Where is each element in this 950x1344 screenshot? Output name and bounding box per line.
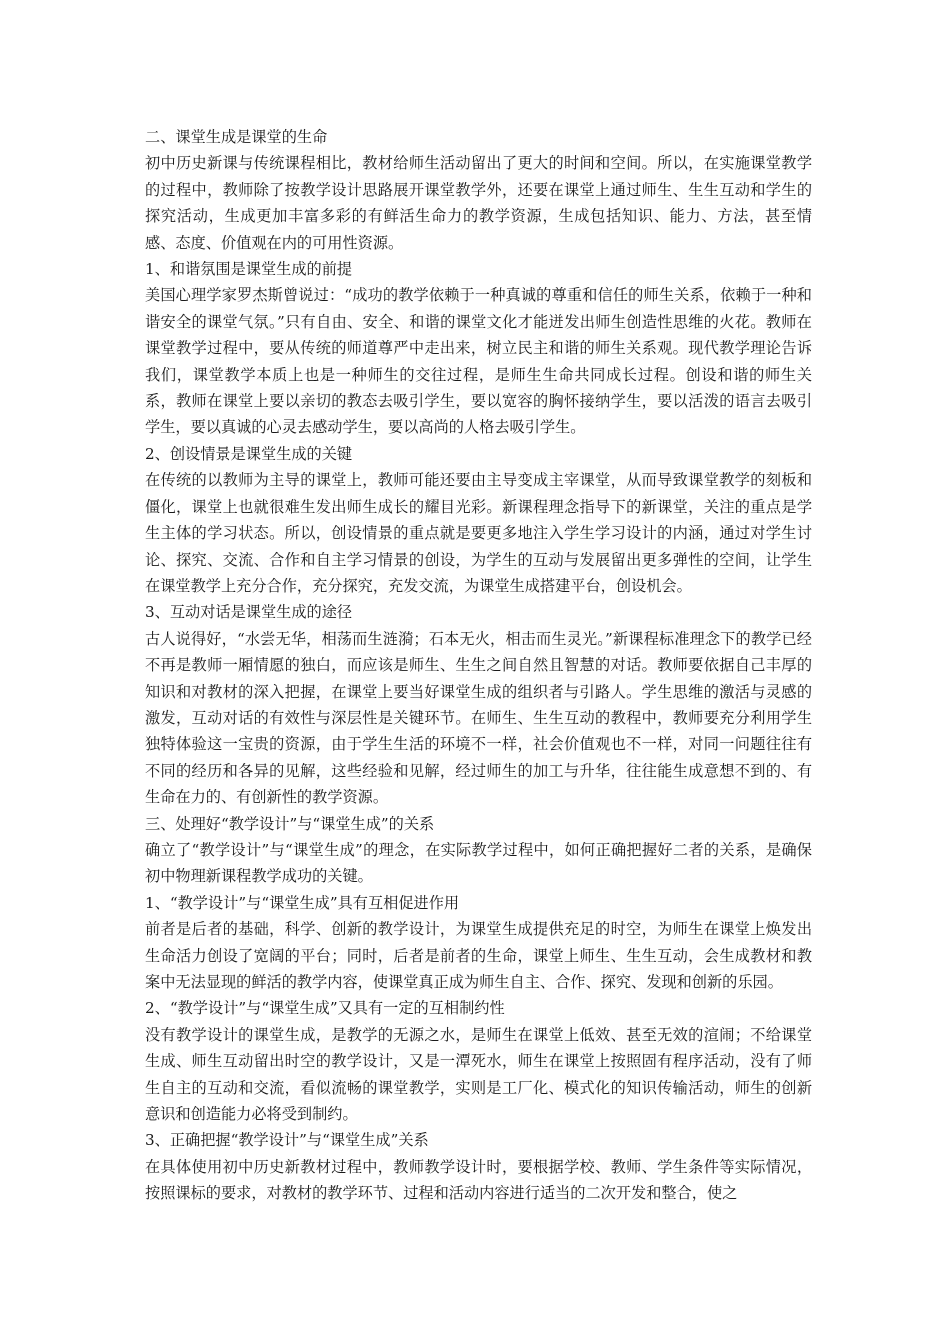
section-heading: 三、处理好“教学设计”与“课堂生成”的关系 (145, 814, 435, 833)
body-paragraph: 前者是后者的基础，科学、创新的教学设计，为课堂生成提供充足的时空，为师生在课堂上焕发出生命活力创设了宽阔的平台；同时，后者是前者的生命，课堂上师生、生生互动，会生成教材和教案中无法显现的鲜活的教学内容，使课堂真正成为师生自主、合作、探究、发现和创新的乐园。 (145, 920, 812, 991)
body-paragraph: 没有教学设计的课堂生成，是教学的无源之水，是师生在课堂上低效、甚至无效的渲闹；不给课堂生成、师生互动留出时空的教学设计，又是一潭死水，师生在课堂上按照固有程序活动，没有了师生自主的互动和交流，看似流畅的课堂教学，实则是工厂化、模式化的知识传输活动，师生的创新意识和创造能力必将受到制约。 (145, 1025, 812, 1124)
body-paragraph: 确立了“教学设计”与“课堂生成”的理念，在实际教学过程中，如何正确把握好二者的关系，是确保初中物理新课程教学成功的关键。 (145, 840, 812, 886)
subsection-heading: 2、“教学设计”与“课堂生成”又具有一定的互相制约性 (145, 999, 505, 1018)
body-paragraph: 美国心理学家罗杰斯曾说过：“成功的教学依赖于一种真诚的尊重和信任的师生关系，依赖于一种和谐安全的课堂气氛。”只有自由、安全、和谐的课堂文化才能迸发出师生创造性思维的火花。教师在课堂教学过程中，要从传统的师道尊严中走出来，树立民主和谐的师生关系观。现代教学理论告诉我们，课堂教学本质上也是一种师生的交往过程，是师生生命共同成长过程。创设和谐的师生关系，教师在课堂上要以亲切的教态去吸引学生，要以宽容的胸怀接纳学生，要以活泼的语言去吸引学生，要以真诚的心灵去感动学生，要以高尚的人格去吸引学生。 (145, 286, 812, 437)
body-paragraph: 古人说得好，“水尝无华，相荡而生涟漪；石本无火，相击而生灵光。”新课程标准理念下的教学已经不再是教师一厢情愿的独白，而应该是师生、生生之间自然且智慧的对话。教师要依据自己丰厚的知识和对教材的深入把握，在课堂上要当好课堂生成的组织者与引路人。学生思维的激活与灵感的激发，互动对话的有效性与深层性是关键环节。在师生、生生互动的教程中，教师要充分利用学生独特体验这一宝贵的资源，由于学生生活的环境不一样，社会价值观也不一样，对同一问题往往有不同的经历和各异的见解，这些经验和见解，经过师生的加工与升华，往往能生成意想不到的、有生命在力的、有创新性的教学资源。 (145, 629, 812, 807)
subsection-heading: 3、互动对话是课堂生成的途径 (145, 603, 353, 622)
subsection-heading: 3、正确把握“教学设计”与“课堂生成”关系 (145, 1131, 429, 1150)
body-paragraph: 在传统的以教师为主导的课堂上，教师可能还要由主导变成主宰课堂，从而导致课堂教学的刻板和僵化，课堂上也就很难生发出师生成长的耀目光彩。新课程理念指导下的新课堂，关注的重点是学生主体的学习状态。所以，创设情景的重点就是要更多地注入学生学习设计的内涵，通过对学生讨论、探究、交流、合作和自主学习情景的创设，为学生的互动与发展留出更多弹性的空间，让学生在课堂教学上充分合作，充分探究，充发交流，为课堂生成搭建平台，创设机会。 (145, 471, 812, 595)
subsection-heading: 2、创设情景是课堂生成的关键 (145, 444, 353, 463)
subsection-heading: 1、和谐氛围是课堂生成的前提 (145, 260, 353, 279)
section-heading: 二、课堂生成是课堂的生命 (145, 128, 328, 146)
subsection-heading: 1、“教学设计”与“课堂生成”具有互相促进作用 (145, 893, 460, 912)
body-paragraph: 在具体使用初中历史新教材过程中，教师教学设计时，要根据学校、教师、学生条件等实际情况，按照课标的要求，对教材的教学环节、过程和活动内容进行适当的二次开发和整合，使之 (145, 1157, 812, 1203)
body-paragraph: 初中历史新课与传统课程相比，教材给师生活动留出了更大的时间和空间。所以，在实施课堂教学的过程中，教师除了按教学设计思路展开课堂教学外，还要在课堂上通过师生、生生互动和学生的探究活动，生成更加丰富多彩的有鲜活生命力的教学资源，生成包括知识、能力、方法，甚至情感、态度、价值观在内的可用性资源。 (145, 154, 812, 252)
